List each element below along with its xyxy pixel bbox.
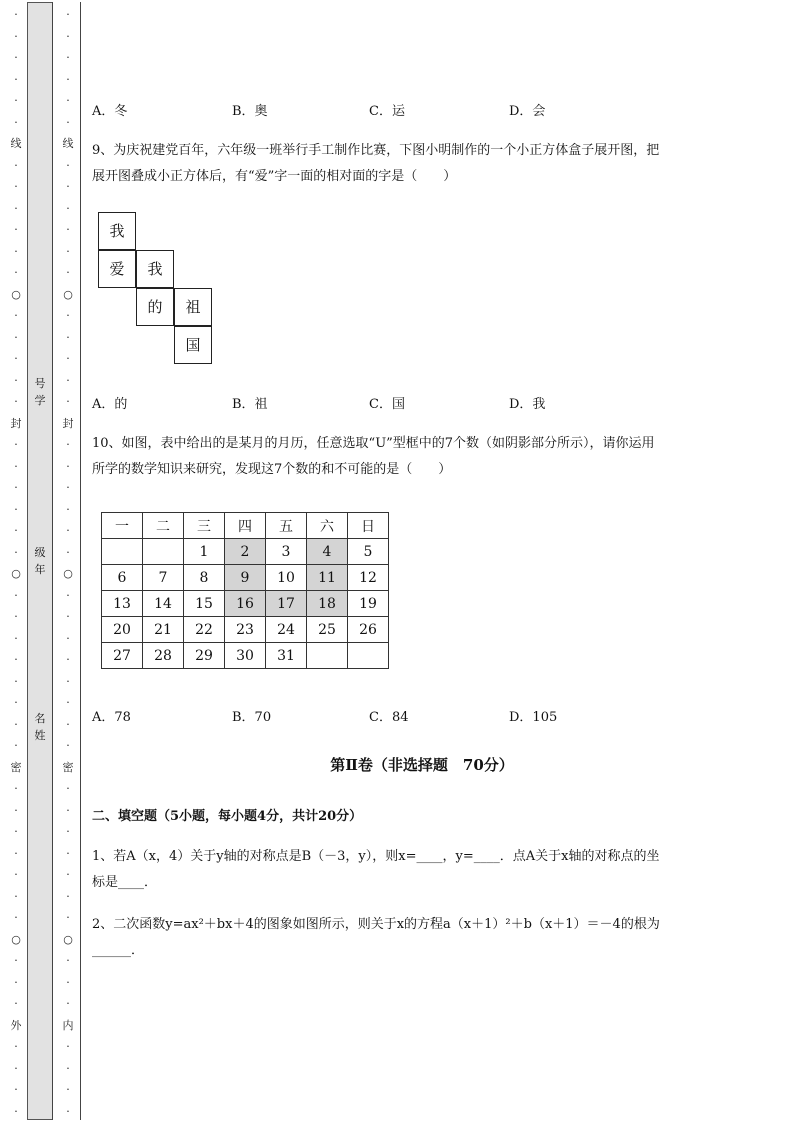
- margin-mark: 密: [10, 760, 22, 774]
- calendar-cell: 2: [225, 539, 266, 565]
- calendar-cell: [307, 643, 348, 669]
- calendar-cell: 5: [348, 539, 389, 565]
- margin-dot: ·: [66, 846, 70, 860]
- margin-dot: ·: [66, 8, 70, 21]
- calendar-header-cell: 日: [348, 513, 389, 539]
- q8-option-b: B．奥: [232, 104, 268, 119]
- margin-dot: ·: [14, 201, 18, 215]
- calendar-cell: 26: [348, 617, 389, 643]
- margin-dot: ·: [66, 782, 70, 795]
- margin-dot: ·: [66, 975, 70, 989]
- margin-dot: ·: [14, 502, 18, 516]
- margin-dot: ·: [66, 954, 70, 967]
- margin-dot: ·: [66, 29, 70, 43]
- q9-options: [92, 393, 752, 413]
- calendar-cell: 12: [348, 565, 389, 591]
- margin-dot: ·: [66, 309, 70, 322]
- margin-dot: ·: [14, 51, 18, 64]
- margin-dot: ·: [14, 266, 18, 279]
- margin-dot: ·: [14, 1061, 18, 1075]
- margin-dot: ·: [66, 266, 70, 279]
- margin-mark: ○: [11, 932, 21, 946]
- margin-dot: ·: [14, 610, 18, 623]
- margin-mark: 封: [62, 416, 74, 430]
- margin-dot: ·: [14, 653, 18, 666]
- margin-dot: ·: [14, 8, 18, 21]
- margin-dot: ·: [14, 373, 18, 387]
- margin-dot: ·: [14, 782, 18, 795]
- q9-option-c: C．国: [369, 397, 405, 412]
- margin-dot: ·: [66, 201, 70, 215]
- margin-mark: ○: [11, 567, 21, 580]
- calendar-cell: 7: [143, 565, 184, 591]
- calendar-cell: 18: [307, 591, 348, 617]
- margin-dot: ·: [14, 1040, 18, 1053]
- margin-dot: ·: [66, 588, 70, 602]
- margin-dot: ·: [66, 72, 70, 86]
- q10-text: [92, 431, 752, 483]
- margin-mark: 内: [62, 1018, 74, 1032]
- margin-dot: ·: [14, 309, 18, 322]
- q9-text: [92, 138, 752, 190]
- margin-dot: ·: [14, 244, 18, 258]
- margin-dot: ·: [66, 330, 70, 344]
- margin-dot: ·: [66, 459, 70, 473]
- calendar-row: [102, 565, 389, 591]
- margin-dot: ·: [14, 954, 18, 967]
- q8-option-c: C．运: [369, 104, 405, 119]
- q9-line-1: 9、为庆祝建党百年，六年级一班举行手工制作比赛，下图小明制作的一个小正方体盒子展开图，把: [92, 143, 660, 158]
- inner-dot-column: [60, 4, 76, 1120]
- calendar-cell: 1: [184, 539, 225, 565]
- calendar-cell: 4: [307, 539, 348, 565]
- q9-option-d: D．我: [509, 397, 546, 412]
- margin-dot: ·: [14, 889, 18, 903]
- margin-dot: ·: [14, 72, 18, 86]
- grade-label: 级 年: [34, 546, 46, 576]
- margin-dot: ·: [14, 180, 18, 193]
- margin-dot: ·: [66, 717, 70, 731]
- calendar-cell: 8: [184, 565, 225, 591]
- margin-mark: 线: [62, 137, 74, 150]
- calendar-cell: 9: [225, 565, 266, 591]
- calendar-row: [102, 643, 389, 669]
- net-cell: 我: [136, 250, 174, 288]
- margin-mark: ○: [63, 932, 73, 946]
- fill-question-2: [92, 912, 752, 964]
- calendar-header-row: [102, 513, 389, 539]
- q9-option-a: A．的: [92, 397, 128, 412]
- margin-mark: ○: [63, 287, 73, 301]
- margin-dot: ·: [66, 997, 70, 1010]
- margin-mark: ○: [11, 287, 21, 301]
- margin-dot: ·: [14, 395, 18, 408]
- q10-option-c: C．84: [369, 710, 409, 725]
- margin-dot: ·: [14, 631, 18, 645]
- calendar-cell: 11: [307, 565, 348, 591]
- margin-dot: ·: [14, 29, 18, 43]
- fill2-line-2: ______．: [92, 943, 145, 958]
- fill-question-1: [92, 844, 752, 896]
- calendar-cell: 22: [184, 617, 225, 643]
- margin-dot: ·: [14, 481, 18, 494]
- fill2-line-1: 2、二次函数y=ax²＋bx＋4的图象如图所示，则关于x的方程a（x＋1）²＋b（x＋1）＝－4的根为: [92, 917, 660, 932]
- margin-dot: ·: [14, 1083, 18, 1096]
- calendar-cell: 3: [266, 539, 307, 565]
- calendar-cell: [143, 539, 184, 565]
- margin-dot: ·: [14, 1104, 18, 1118]
- calendar-cell: 21: [143, 617, 184, 643]
- margin-dot: ·: [66, 1040, 70, 1053]
- margin-dot: ·: [66, 352, 70, 365]
- calendar-cell: 23: [225, 617, 266, 643]
- margin-dot: ·: [66, 373, 70, 387]
- part-title: 二、填空题（5小题，每小题4分，共计20分）: [92, 809, 363, 824]
- margin-dot: ·: [66, 244, 70, 258]
- calendar-cell: 29: [184, 643, 225, 669]
- margin-dot: ·: [14, 674, 18, 688]
- name-label: 名 姓: [34, 712, 46, 742]
- margin-dot: ·: [66, 115, 70, 129]
- margin-dot: ·: [14, 739, 18, 752]
- margin-dot: ·: [66, 803, 70, 817]
- calendar-cell: 25: [307, 617, 348, 643]
- calendar-table: [101, 512, 389, 669]
- margin-dot: ·: [66, 631, 70, 645]
- calendar-cell: 15: [184, 591, 225, 617]
- calendar-row: [102, 591, 389, 617]
- margin-dot: ·: [14, 696, 18, 709]
- margin-dot: ·: [14, 545, 18, 559]
- margin-dot: ·: [66, 545, 70, 559]
- calendar-cell: 16: [225, 591, 266, 617]
- q8-option-d: D．会: [509, 104, 546, 119]
- calendar-cell: 13: [102, 591, 143, 617]
- net-cell: 祖: [174, 288, 212, 326]
- margin-dot: ·: [66, 223, 70, 236]
- calendar-cell: [348, 643, 389, 669]
- calendar-cell: [102, 539, 143, 565]
- calendar-header-cell: 一: [102, 513, 143, 539]
- margin-dot: ·: [66, 1061, 70, 1075]
- calendar-header-cell: 三: [184, 513, 225, 539]
- margin-dot: ·: [14, 459, 18, 473]
- margin-dot: ·: [66, 1104, 70, 1118]
- calendar-header-cell: 二: [143, 513, 184, 539]
- calendar-cell: 14: [143, 591, 184, 617]
- q10-options: [92, 706, 752, 726]
- margin-dot: ·: [14, 803, 18, 817]
- margin-dot: ·: [66, 889, 70, 903]
- margin-dot: ·: [14, 846, 18, 860]
- section-title: 第Ⅱ卷（非选择题 70分）: [330, 756, 514, 774]
- margin-dot: ·: [66, 739, 70, 752]
- q9-line-2: 展开图叠成小正方体后，有“爱”字一面的相对面的字是（ ）: [92, 169, 457, 184]
- margin-dot: ·: [14, 223, 18, 236]
- calendar-header-cell: 五: [266, 513, 307, 539]
- calendar-cell: 28: [143, 643, 184, 669]
- margin-dot: ·: [66, 158, 70, 172]
- calendar-cell: 10: [266, 565, 307, 591]
- margin-dot: ·: [66, 653, 70, 666]
- fill1-line-2: 标是____．: [92, 875, 158, 890]
- margin-mark: 外: [10, 1018, 22, 1032]
- calendar-row: [102, 617, 389, 643]
- margin-dot: ·: [14, 717, 18, 731]
- margin-dot: ·: [66, 180, 70, 193]
- margin-dot: ·: [14, 438, 18, 451]
- margin-dot: ·: [66, 825, 70, 838]
- calendar-cell: 24: [266, 617, 307, 643]
- calendar-cell: 31: [266, 643, 307, 669]
- q8-options: [92, 100, 752, 120]
- margin-border-line: [80, 2, 81, 1120]
- q10-option-a: A．78: [92, 710, 131, 725]
- calendar-header-cell: 六: [307, 513, 348, 539]
- q10-line-2: 所学的数学知识来研究，发现这7个数的和不可能的是（ ）: [92, 462, 452, 477]
- calendar-cell: 30: [225, 643, 266, 669]
- calendar-cell: 6: [102, 565, 143, 591]
- net-cell: 国: [174, 326, 212, 364]
- margin-dot: ·: [66, 1083, 70, 1096]
- fill1-line-1: 1、若A（x，4）关于y轴的对称点是B（－3，y），则x=____，y=____．点A关于x轴的对称点的坐: [92, 849, 660, 864]
- margin-dot: ·: [66, 395, 70, 408]
- calendar-cell: 27: [102, 643, 143, 669]
- margin-dot: ·: [14, 588, 18, 602]
- margin-dot: ·: [14, 868, 18, 881]
- margin-dot: ·: [14, 158, 18, 172]
- calendar-header-cell: 四: [225, 513, 266, 539]
- margin-dot: ·: [66, 696, 70, 709]
- student-id-label: 号 学: [34, 377, 46, 407]
- margin-dot: ·: [14, 115, 18, 129]
- outer-dot-column: [8, 4, 24, 1120]
- margin-dot: ·: [66, 481, 70, 494]
- margin-mark: 密: [62, 760, 74, 774]
- q10-line-1: 10、如图，表中给出的是某月的月历，任意选取“U”型框中的7个数（如阴影部分所示），请你运用: [92, 436, 655, 451]
- q10-option-d: D．105: [509, 710, 558, 725]
- margin-dot: ·: [66, 610, 70, 623]
- margin-dot: ·: [14, 94, 18, 107]
- margin-dot: ·: [14, 352, 18, 365]
- margin-dot: ·: [14, 825, 18, 838]
- margin-dot: ·: [66, 911, 70, 924]
- margin-dot: ·: [66, 51, 70, 64]
- margin-dot: ·: [14, 997, 18, 1010]
- calendar-cell: 19: [348, 591, 389, 617]
- calendar-cell: 17: [266, 591, 307, 617]
- margin-dot: ·: [66, 868, 70, 881]
- q8-option-a: A．冬: [92, 104, 128, 119]
- net-cell: 爱: [98, 250, 136, 288]
- net-cell: 的: [136, 288, 174, 326]
- margin-dot: ·: [14, 975, 18, 989]
- margin-mark: 封: [10, 416, 22, 430]
- margin-dot: ·: [66, 524, 70, 537]
- margin-dot: ·: [66, 438, 70, 451]
- margin-mark: 线: [10, 137, 22, 150]
- margin-dot: ·: [66, 94, 70, 107]
- margin-dot: ·: [14, 911, 18, 924]
- q10-option-b: B．70: [232, 710, 272, 725]
- margin-mark: ○: [63, 567, 73, 580]
- margin-dot: ·: [66, 502, 70, 516]
- margin-dot: ·: [14, 524, 18, 537]
- calendar-cell: 20: [102, 617, 143, 643]
- calendar-row: [102, 539, 389, 565]
- margin-dot: ·: [66, 674, 70, 688]
- margin-dot: ·: [14, 330, 18, 344]
- q9-option-b: B．祖: [232, 397, 268, 412]
- net-cell: 我: [98, 212, 136, 250]
